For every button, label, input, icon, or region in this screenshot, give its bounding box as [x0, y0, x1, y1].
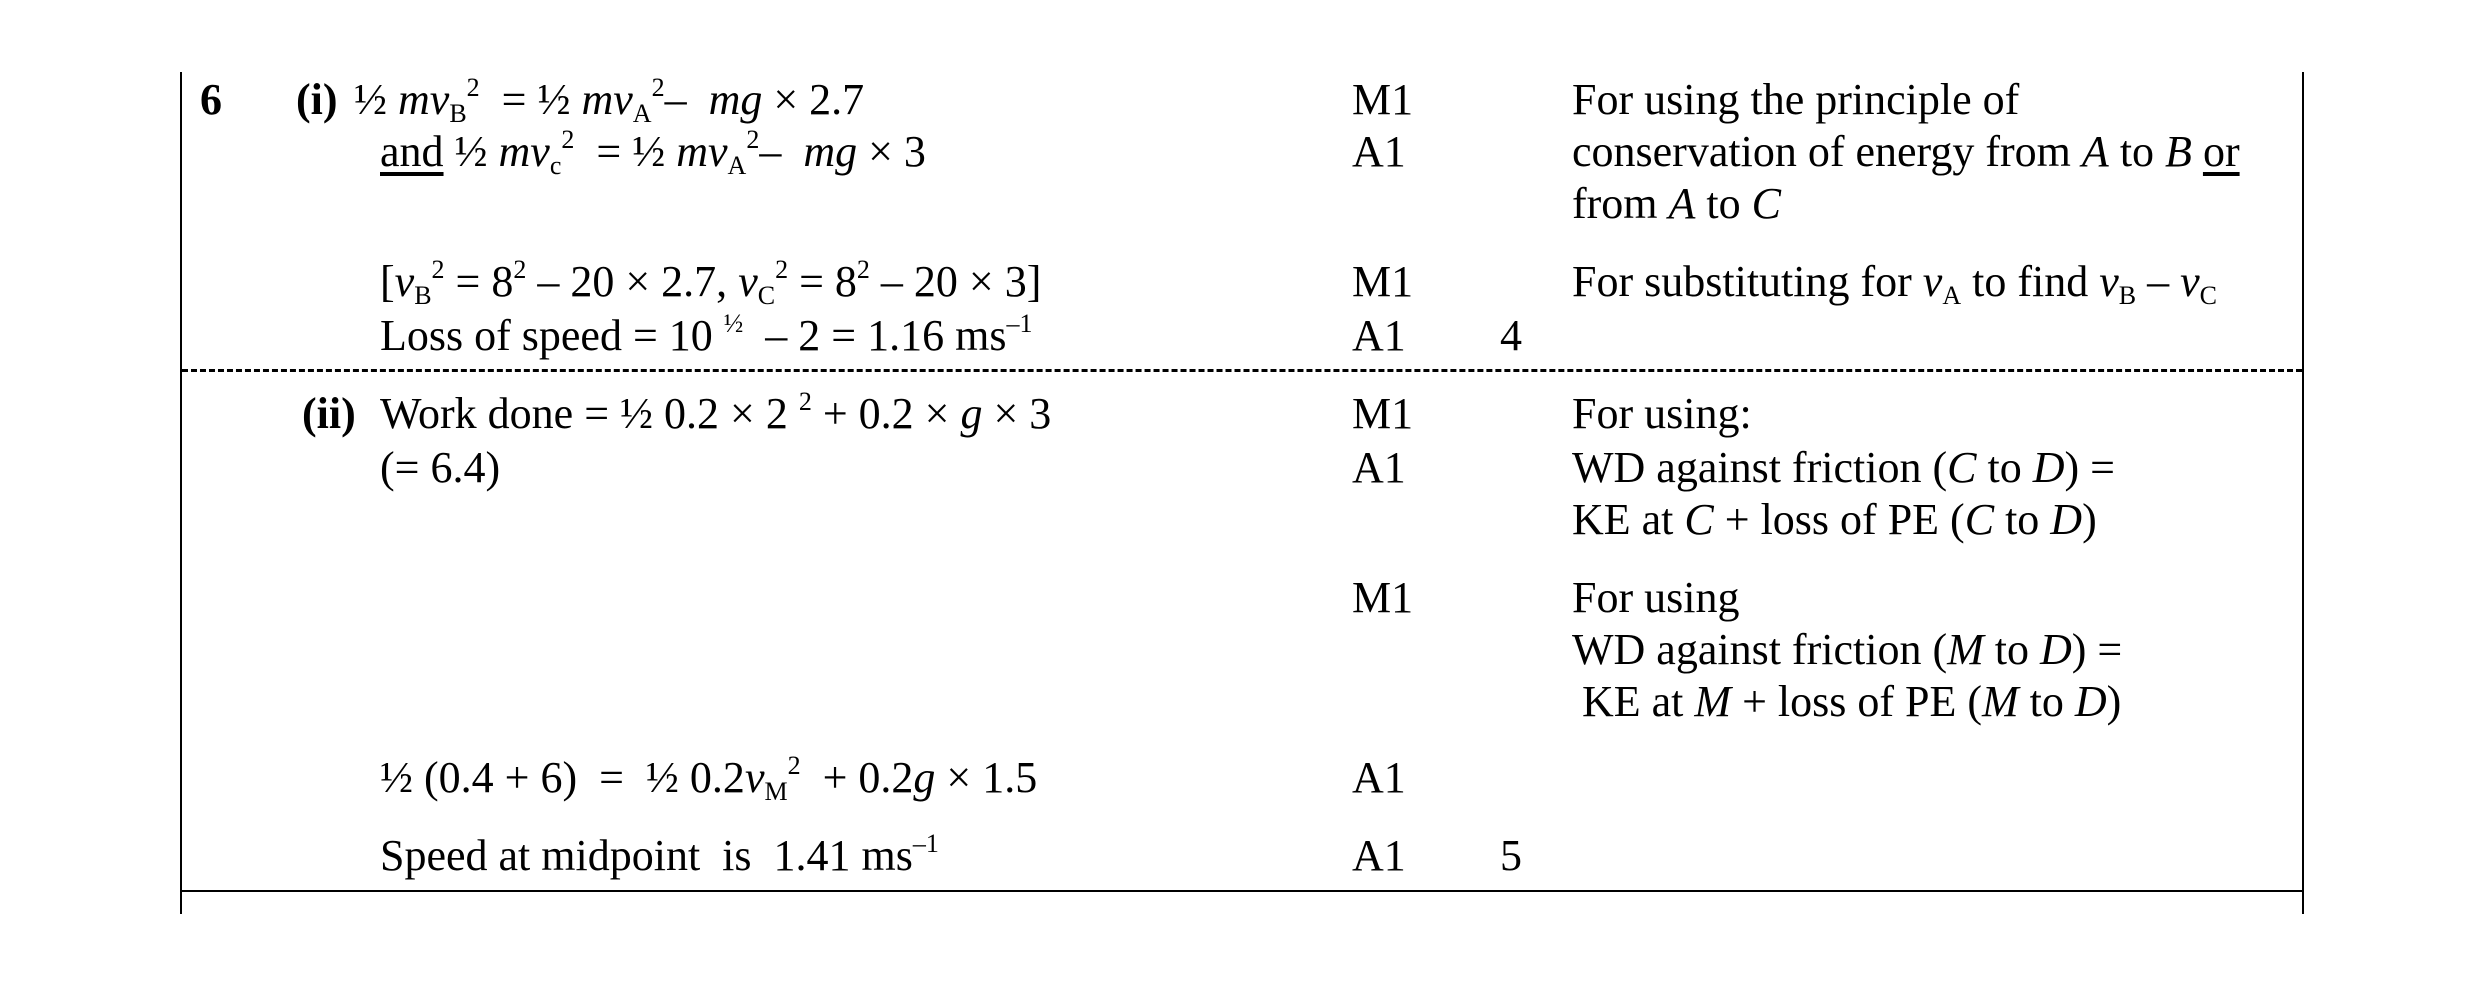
question-number: 6: [200, 75, 222, 124]
note-text: conservation of energy from: [1572, 127, 2082, 176]
note-text: from: [1572, 179, 1669, 228]
part-ii-note2-line1: For using: [1572, 573, 1740, 622]
part-ii-line2: (= 6.4): [380, 443, 501, 492]
part-i-line2-and: and: [380, 127, 444, 176]
part-ii-note1-line3: KE at C + loss of PE (C to D): [1572, 495, 2097, 544]
table-left-border: [180, 72, 182, 914]
part-ii-mark-2: A1: [1352, 443, 1406, 492]
point-a: A: [1668, 179, 1696, 228]
part-i-note1-line2: [1572, 127, 2240, 176]
part-ii-note1-line2: WD against friction (C to D) =: [1572, 443, 2115, 492]
point-b: B: [2165, 127, 2192, 176]
part-ii-mark-3: M1: [1352, 573, 1414, 622]
part-i-note2: For substituting for $v_A$ to find $v_B - v_C$: [1572, 257, 2217, 310]
table-right-border: [2302, 72, 2304, 914]
part-ii-line1: Work done = ½ 0.2 × 2 $^2$ + 0.2 × g × 3: [380, 387, 1052, 438]
part-ii-line3: ½ (0.4 + 6) = ½ $0.2v_M^2 + 0.2g \times 1.5$: [380, 751, 1038, 806]
part-i-label: (i): [296, 75, 338, 124]
part-i-mark-3: M1: [1352, 257, 1414, 306]
part-ii-note2-line2: WD against friction (M to D) =: [1572, 625, 2123, 674]
part-i-mark-2: A1: [1352, 127, 1406, 176]
part-ii-note1-line1: For using:: [1572, 389, 1752, 438]
note-text: to: [2108, 127, 2166, 176]
point-a: A: [2081, 127, 2109, 176]
part-ii-mark-5: A1: [1352, 831, 1406, 880]
part-ii-label: (ii): [302, 389, 356, 438]
part-i-note1-line3: [1572, 179, 1782, 228]
part-divider: [182, 369, 2302, 372]
part-ii-note2-line3: KE at M + loss of PE (M to D): [1582, 677, 2122, 726]
part-i-line2: and ½ $mv_c^2$ = ½ $mv_A^2-$ mg × 3: [380, 125, 926, 180]
part-i-line1: ½ $mv_B^2$ = ½ $mv_A^2-$ mg × 2.7: [354, 73, 865, 128]
point-c: C: [1751, 179, 1782, 228]
part-i-total: 4: [1500, 311, 1522, 360]
part-i-line3: [$v_B^2 = 8^2 - 20 \times 2.7$, $v_C^2 = 8^2 - 20 \times 3$]: [380, 255, 1042, 310]
part-i-note1-line1: For using the principle of: [1572, 75, 2020, 124]
part-ii-total: 5: [1500, 831, 1522, 880]
part-ii-mark-4: A1: [1352, 753, 1406, 802]
part-i-mark-1: M1: [1352, 75, 1414, 124]
part-i-mark-4: A1: [1352, 311, 1406, 360]
note-or: or: [2202, 127, 2240, 176]
part-ii-line4: Speed at midpoint is 1.41 $ms^{-1}$: [380, 829, 939, 880]
part-ii-mark-1: M1: [1352, 389, 1414, 438]
table-bottom-border: [180, 890, 2304, 892]
part-i-line4: Loss of speed = 10 $^{\frac{1}{2}}$ – 2 = 1.16 $ms^{-1}$: [380, 309, 1033, 360]
note-text: to: [1695, 179, 1752, 228]
